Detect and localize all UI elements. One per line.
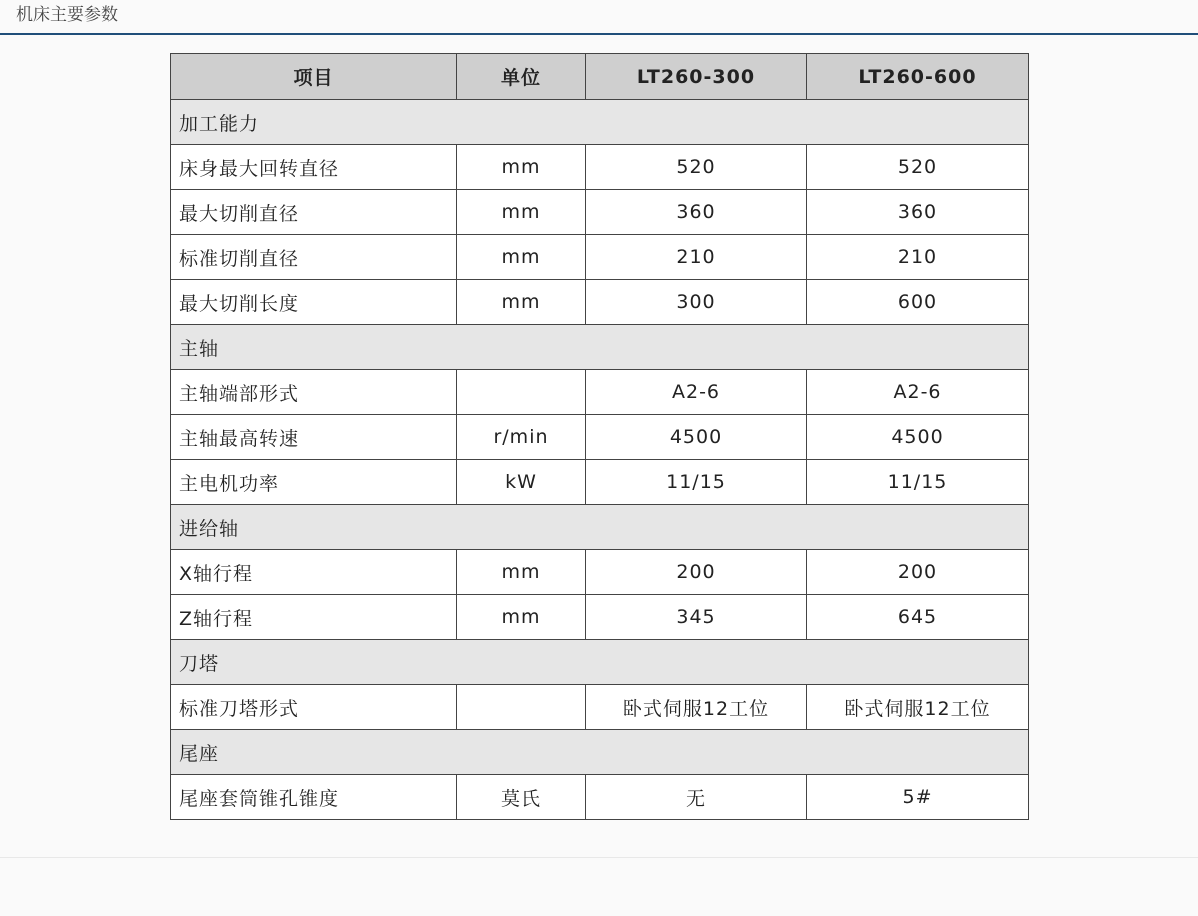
header-item: 项目	[171, 54, 457, 100]
page-title: 机床主要参数	[16, 5, 118, 25]
section-row	[171, 505, 1029, 550]
param-name: 尾座套筒锥孔锥度	[171, 775, 457, 820]
param-value-lt260-600: 210	[807, 235, 1029, 280]
param-name: 标准切削直径	[171, 235, 457, 280]
table-row	[171, 775, 1029, 820]
param-unit	[457, 370, 586, 415]
table-header-row	[171, 54, 1029, 100]
table-row	[171, 415, 1029, 460]
param-unit: 莫氏	[457, 775, 586, 820]
param-value-lt260-600: 卧式伺服12工位	[807, 685, 1029, 730]
table-row	[171, 370, 1029, 415]
section-label: 加工能力	[171, 100, 1029, 145]
table-row	[171, 280, 1029, 325]
param-value-lt260-300: 卧式伺服12工位	[586, 685, 807, 730]
page-header	[0, 0, 1198, 35]
table-row	[171, 235, 1029, 280]
param-name: 主轴端部形式	[171, 370, 457, 415]
param-value-lt260-600: 600	[807, 280, 1029, 325]
param-name: Z轴行程	[171, 595, 457, 640]
param-value-lt260-600: 200	[807, 550, 1029, 595]
param-unit: mm	[457, 235, 586, 280]
machine-parameters-table	[170, 53, 1029, 820]
header-model-lt260-300: LT260-300	[586, 54, 807, 100]
footer-divider	[0, 857, 1198, 858]
section-row	[171, 100, 1029, 145]
param-unit: kW	[457, 460, 586, 505]
section-row	[171, 325, 1029, 370]
param-value-lt260-300: A2-6	[586, 370, 807, 415]
param-name: 标准刀塔形式	[171, 685, 457, 730]
param-unit: mm	[457, 190, 586, 235]
section-label: 尾座	[171, 730, 1029, 775]
param-value-lt260-300: 无	[586, 775, 807, 820]
table-row	[171, 460, 1029, 505]
param-name: X轴行程	[171, 550, 457, 595]
param-unit: mm	[457, 280, 586, 325]
table-row	[171, 550, 1029, 595]
param-value-lt260-300: 11/15	[586, 460, 807, 505]
param-value-lt260-300: 200	[586, 550, 807, 595]
param-value-lt260-300: 520	[586, 145, 807, 190]
table-row	[171, 685, 1029, 730]
section-row	[171, 730, 1029, 775]
param-value-lt260-300: 4500	[586, 415, 807, 460]
param-value-lt260-600: 5#	[807, 775, 1029, 820]
table-row	[171, 190, 1029, 235]
param-name: 床身最大回转直径	[171, 145, 457, 190]
param-value-lt260-600: 360	[807, 190, 1029, 235]
header-model-lt260-600: LT260-600	[807, 54, 1029, 100]
table-row	[171, 595, 1029, 640]
table-row	[171, 145, 1029, 190]
param-unit	[457, 685, 586, 730]
param-unit: mm	[457, 145, 586, 190]
param-unit: r/min	[457, 415, 586, 460]
section-label: 进给轴	[171, 505, 1029, 550]
param-name: 最大切削直径	[171, 190, 457, 235]
param-name: 主轴最高转速	[171, 415, 457, 460]
param-value-lt260-600: A2-6	[807, 370, 1029, 415]
param-name: 最大切削长度	[171, 280, 457, 325]
param-unit: mm	[457, 550, 586, 595]
section-row	[171, 640, 1029, 685]
param-value-lt260-300: 360	[586, 190, 807, 235]
param-value-lt260-600: 4500	[807, 415, 1029, 460]
param-unit: mm	[457, 595, 586, 640]
param-value-lt260-300: 300	[586, 280, 807, 325]
param-value-lt260-600: 11/15	[807, 460, 1029, 505]
section-label: 主轴	[171, 325, 1029, 370]
section-label: 刀塔	[171, 640, 1029, 685]
param-value-lt260-600: 645	[807, 595, 1029, 640]
param-value-lt260-300: 345	[586, 595, 807, 640]
header-unit: 单位	[457, 54, 586, 100]
param-name: 主电机功率	[171, 460, 457, 505]
param-value-lt260-600: 520	[807, 145, 1029, 190]
param-value-lt260-300: 210	[586, 235, 807, 280]
